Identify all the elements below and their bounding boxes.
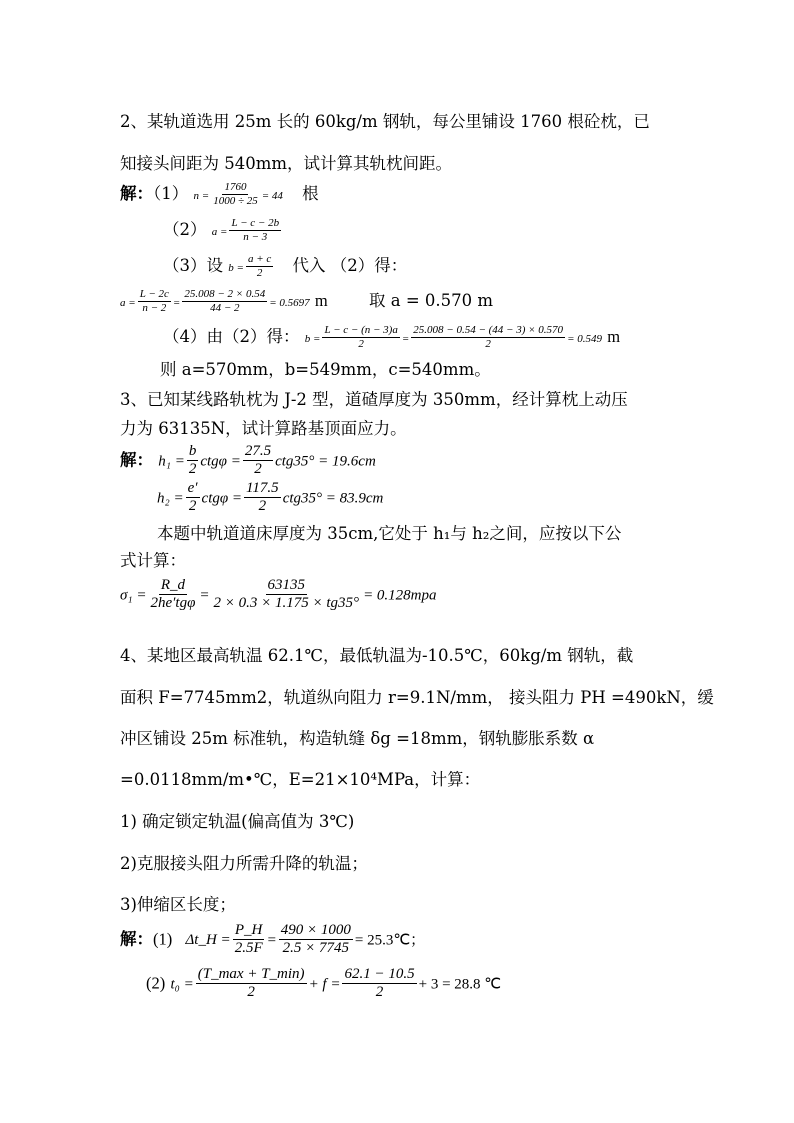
step-3b-lhs: a = [120,297,136,309]
answer-2-lhs: t₀ = [170,976,194,993]
step-3b-fraction-2: $\frac{25.008 - 2 \times 0.54}{44 - 2}$ [184,288,266,314]
step-3-prefix: （3）设 [163,256,223,275]
problem-4-line-3: 冲区铺设 25m 标准轨，构造轨缝 δg =18mm，钢轨膨胀系数 α [120,729,595,748]
answer-2-result: + 3 = 28.8 ℃ [418,976,502,993]
solution-label: 解： [120,929,153,949]
p3-h2 [157,480,383,516]
step-3b-take: 取 a = 0.570 m [369,291,494,310]
p3-h1 [120,443,376,479]
p3-text-1: 本题中轨道道床厚度为 35cm,它处于 h₁与 h₂之间，应按以下公 [157,524,622,543]
question-1: 1) 确定锁定轨温(偏高值为 3℃) [120,812,355,831]
step-2-prefix: （2） [163,220,207,239]
h2-mid: ctgφ = [201,490,243,507]
answer-1-prefix: (1) [153,929,173,949]
answer-1-lhs: Δt_H = [185,932,231,949]
problem-3-line-1: 3、已知某线路轨枕为 J-2 型，道碴厚度为 350mm，经计算枕上动压 [120,390,628,409]
step-1-fraction: $\frac{1760}{1000 \div 25}$ [213,181,258,207]
h2-fraction-1: $\frac{e'}{2}$ [187,480,198,515]
p3-sigma: σ₁ = $\frac{R\_d}{\text{2he′tgφ}}$ = $\frac{63135}{2 \times 0.3 \times 1.175 \times tg35^\circ}$ = 0.128mpa [120,577,437,612]
step-4-unit: m [607,327,621,346]
h1-result: ctg35° = 19.6cm [275,453,376,470]
step-4-fraction-1: $\frac{L - c - (n - 3)a}{2}$ [324,324,398,350]
question-3: 3)伸缩区长度； [120,895,236,914]
problem-4-line-1: 4、某地区最高轨温 62.1℃，最低轨温为-10.5℃，60kg/m 钢轨，截 [120,646,634,665]
solution-label: 解： [120,184,153,203]
h1-fraction-2: $\frac{27.5}{2}$ [244,443,272,478]
problem-4-line-4: =0.0118mm/m•℃，E=21×10⁴MPa，计算： [120,770,481,789]
p2-step-3b: a = $\frac{L - 2c}{n - 2}$ = $\frac{25.008 - 2 \times 0.54}{44 - 2}$ = 0.5697 m 取 a = 0.570 m [120,288,494,314]
answer-1-result: = 25.3℃； [354,932,426,949]
step-4-fraction-2: $\frac{25.008 - 0.54 - (44 - 3) \times 0.570}{2}$ [413,324,564,350]
h2-result: ctg35° = 83.9cm [282,490,384,507]
step-3b-fraction-1: $\frac{L - 2c}{n - 2}$ [139,288,169,314]
answer-1-fraction-1: $\frac{P\_H}{2.5F}$ [234,922,263,957]
problem-2-line-2: 知接头间距为 540mm，试计算其轨枕间距。 [120,154,453,173]
step-3b-unit: m [314,291,328,310]
sigma-result: = 0.128mpa [363,587,437,604]
answer-2-prefix: (2) [146,973,166,993]
step-4-prefix: （4）由（2）得： [163,327,300,346]
answer-2-fraction-2: $\frac{62.1 - 10.5}{2}$ [344,966,415,1001]
sigma-fraction-2: $\frac{63135}{2 \times 0.3 \times 1.175 \times tg35^\circ}$ [213,577,360,612]
h2-lhs: h₂ = [157,490,184,507]
p4-answer-2 [146,966,501,1002]
p3-text-2: 式计算： [120,551,186,570]
p2-step-4: （4）由（2）得： b = $\frac{L - c - (n - 3)a}{2}$ = $\frac{25.008 - 0.54 - (44 - 3) \times 0.570}{2}$ = 0.549 m [163,324,621,350]
step-3-lhs: b = [228,262,244,274]
step-4-result: = 0.549 [567,333,602,345]
p2-step-2 [163,216,283,244]
step-3b-result: = 0.5697 [269,297,310,309]
answer-1-fraction-2: $\frac{490 \times 1000}{2.5 \times 7745}$ [280,922,351,957]
sigma-fraction-1: $\frac{R\_d}{\text{2he′tgφ}}$ [150,577,196,612]
step-1-lhs: n = [193,190,210,202]
step-3-suffix: 代入 （2）得： [292,256,408,275]
step-4-lhs: b = [304,333,321,345]
answer-2-fraction-1: $\frac{(T\_\max + T\_\min)}{2}$ [197,966,305,1001]
problem-4-line-2: 面积 F=7745mm2，轨道纵向阻力 r=9.1N/mm， 接头阻力 PH =490kN，缓 [120,688,714,707]
p4-answer-1: 解：(1) Δt_H = $\frac{P\_H}{2.5F}$ = $\frac{490 \times 1000}{2.5 \times 7745}$ = 25.3℃； [120,922,426,957]
question-2: 2)克服接头阻力所需升降的轨温； [120,854,368,873]
step-2-lhs: a = [211,226,228,238]
p2-result: 则 a=570mm，b=549mm，c=540mm。 [160,360,491,379]
step-1-result: = 44 [261,190,283,202]
answer-2-mid: + f = [308,976,341,993]
step-1-prefix: （1） [153,184,189,203]
h1-mid: ctgφ = [200,453,241,470]
step-3-fraction: $\frac{a + c}{2}$ [247,253,272,279]
step-2-fraction: $\frac{L - c - 2b}{n - 3}$ [231,217,280,243]
h2-fraction-2: $\frac{117.5}{2}$ [246,480,279,515]
problem-3-line-2: 力为 63135N，试计算路基顶面应力。 [120,419,407,438]
h1-fraction-1: $\frac{b}{2}$ [188,443,197,478]
solution-label: 解： [120,450,153,470]
sigma-lhs: σ₁ = [120,587,147,604]
p2-step-3 [163,252,407,280]
problem-2-line-1: 2、某轨道选用 25m 长的 60kg/m 钢轨，每公里铺设 1760 根砼枕，已 [120,112,650,131]
h1-lhs: h₁ = [158,453,185,470]
p2-step-1 [120,180,319,208]
step-1-unit: 根 [302,184,319,203]
